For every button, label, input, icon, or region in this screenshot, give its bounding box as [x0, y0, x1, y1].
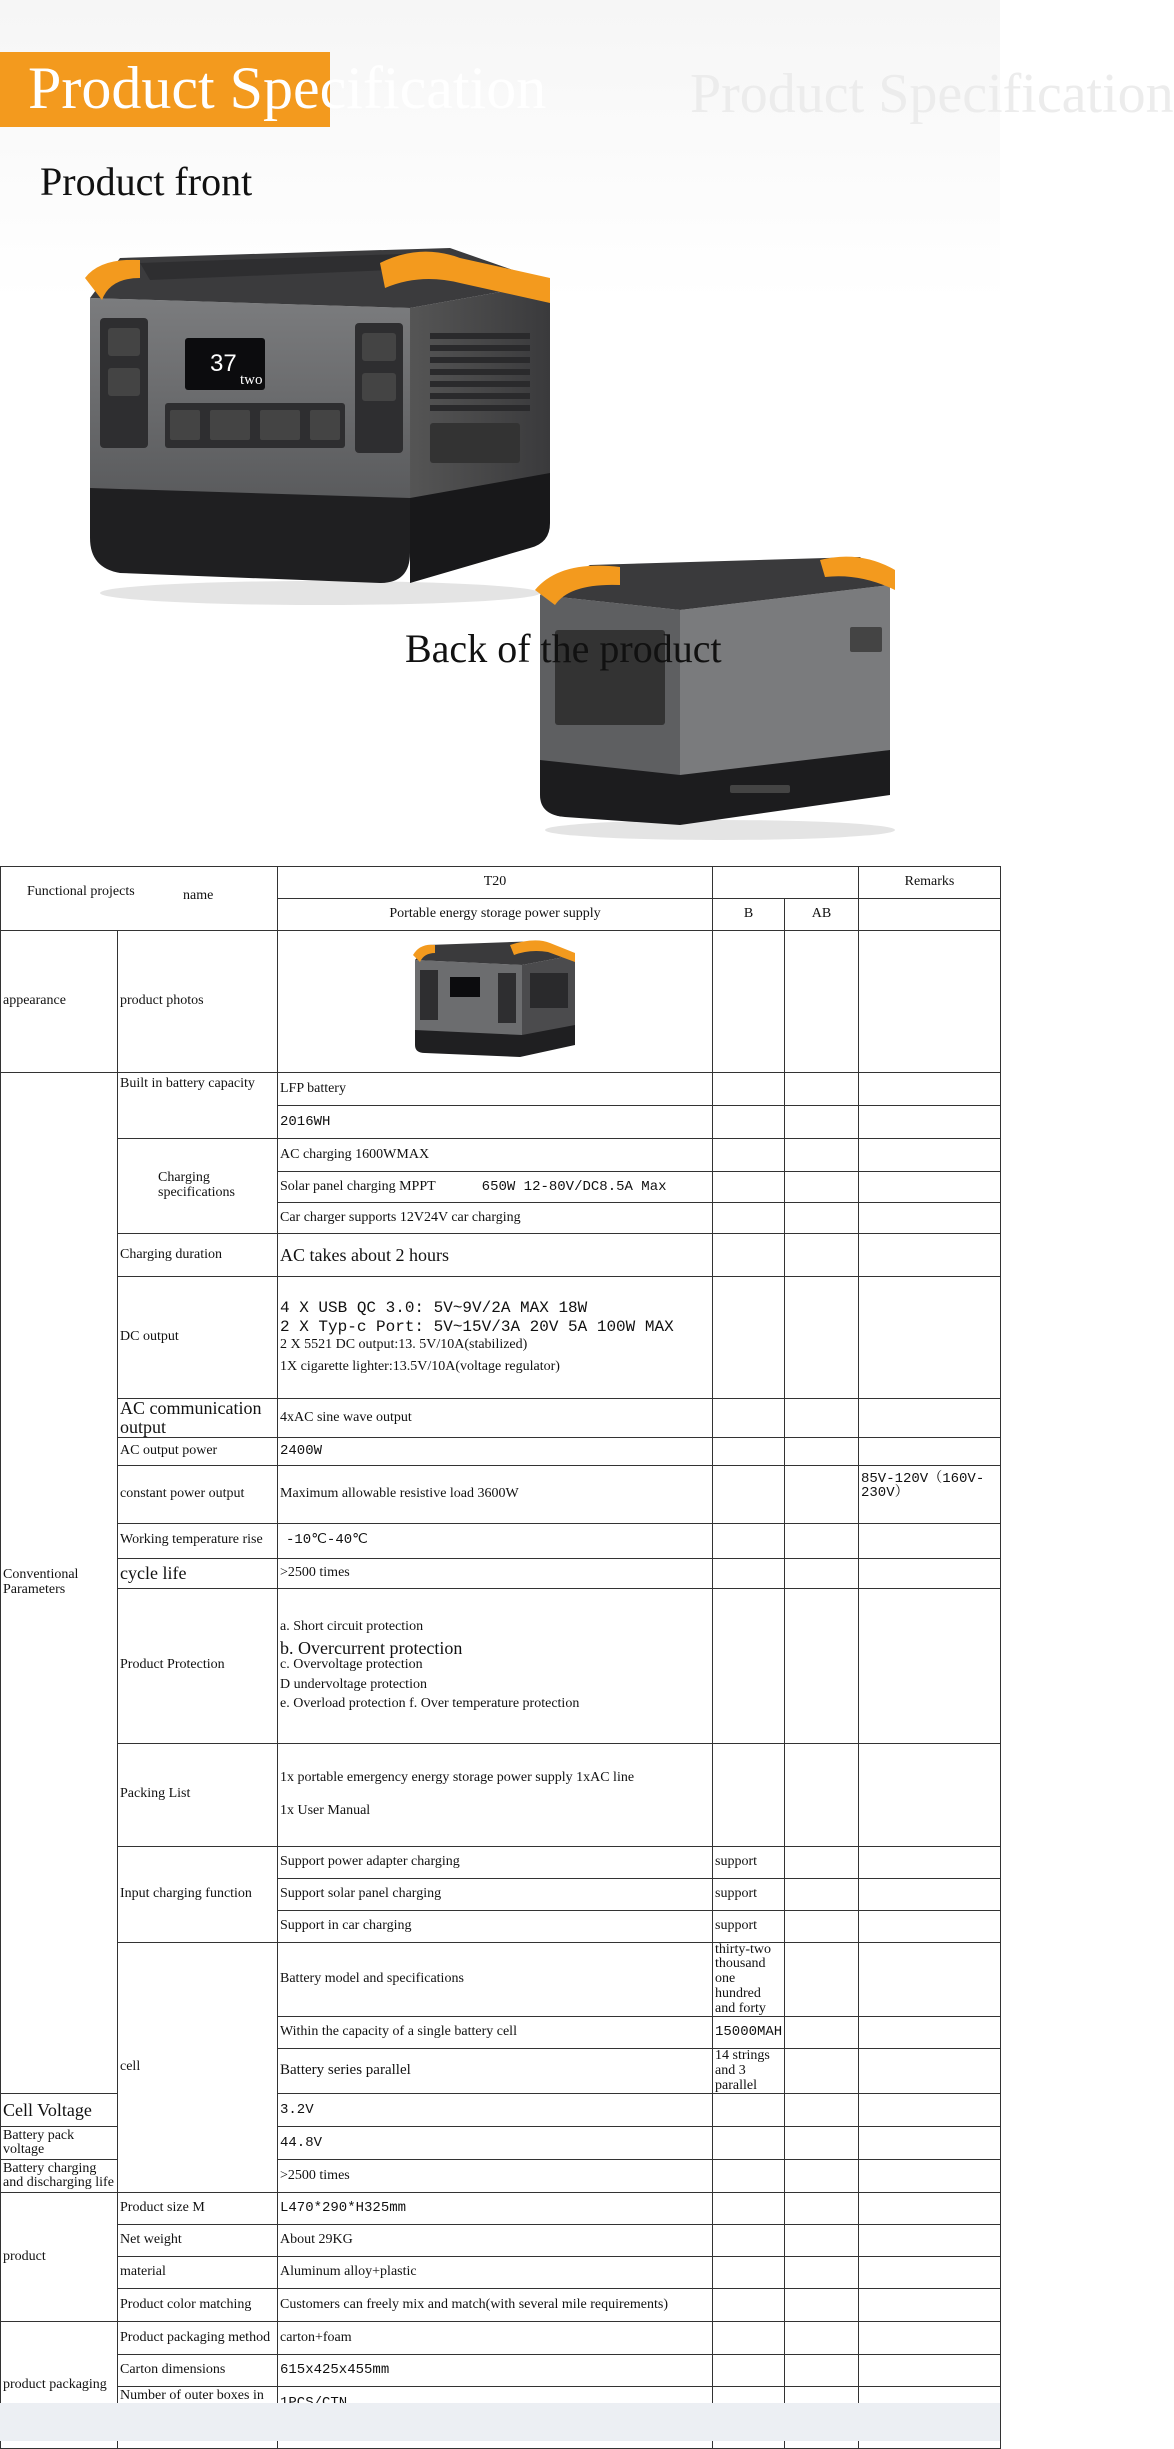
cell-value: Aluminum alloy+plastic	[278, 2257, 713, 2289]
row-name: Support solar panel charging	[278, 1878, 713, 1910]
cell-value: support	[713, 1910, 785, 1942]
cell-value: Car charger supports 12V24V car charging	[278, 1203, 713, 1234]
row-name: AC output power	[118, 1437, 278, 1465]
cell-value: >2500 times	[278, 2160, 713, 2193]
group-conventional: Conventional Parameters	[1, 1073, 118, 2094]
product-back-image	[530, 545, 910, 845]
row-name: Battery pack voltage	[1, 2127, 118, 2160]
back-label: Back of the product	[405, 626, 722, 671]
product-front-image	[80, 238, 560, 608]
row-name: Support in car charging	[278, 1910, 713, 1942]
header-functional: Functional projects	[27, 884, 135, 899]
row-name: Battery series parallel	[278, 2049, 713, 2094]
table-row	[1, 931, 1001, 1073]
cell-value: Maximum allowable resistive load 3600W	[278, 1465, 713, 1523]
header-name: name	[183, 888, 214, 903]
row-name: Support power adapter charging	[278, 1846, 713, 1878]
row-name: cycle life	[118, 1558, 278, 1588]
cell-value: thirty-two thousand one hundred and forty	[713, 1942, 785, 2016]
front-label: Product front	[40, 159, 253, 204]
cell-value: AC takes about 2 hours	[278, 1234, 713, 1277]
cell-value: AC charging 1600WMAX	[278, 1139, 713, 1172]
row-name: Within the capacity of a single battery cell	[278, 2017, 713, 2049]
product-thumbnail	[410, 935, 580, 1063]
row-name: Charging specifications	[118, 1139, 278, 1234]
cell-value: -10℃-40℃	[278, 1523, 713, 1558]
cell-value: 615x425x455mm	[278, 2355, 713, 2387]
device-screen-unit: two	[240, 372, 263, 388]
cell-value: LFP battery	[278, 1073, 713, 1106]
row-name: DC output	[118, 1277, 278, 1399]
cell-value: 1x portable emergency energy storage power supply 1xAC line	[280, 1770, 635, 1786]
row-name: Packing List	[118, 1743, 278, 1846]
row-name: Product size M	[118, 2193, 278, 2225]
group-product: product	[1, 2193, 118, 2322]
banner-watermark: Product Specification	[690, 63, 1174, 125]
group-cell: cell	[118, 1942, 278, 2193]
cell-value: >2500 times	[278, 1558, 713, 1588]
header-model-desc: Portable energy storage power supply	[278, 899, 713, 931]
cell-value: 3.2V	[278, 2094, 713, 2127]
header-remarks: Remarks	[859, 867, 1001, 899]
row-name: Battery model and specifications	[278, 1942, 713, 2016]
row-name: Battery charging and discharging life	[1, 2160, 118, 2193]
cell-value: L470*290*H325mm	[278, 2193, 713, 2225]
row-name: Product color matching	[118, 2289, 278, 2322]
cell-value: 4 X USB QC 3.0: 5V~9V/2A MAX 18W	[280, 1299, 588, 1318]
cell-value: 14 strings and 3 parallel	[713, 2049, 785, 2094]
table-header-row	[1, 867, 1001, 899]
cell-value: D undervoltage protection	[280, 1677, 427, 1693]
cell-value: support	[713, 1878, 785, 1910]
device-screen-number: 37	[210, 350, 237, 377]
cell-value: a. Short circuit protection	[280, 1618, 424, 1634]
cell-value: Customers can freely mix and match(with several mile requirements)	[278, 2289, 713, 2322]
cell-value: 2 X 5521 DC output:13. 5V/10A(stabilized)	[280, 1336, 528, 1352]
cell-value: b. Overcurrent protection	[280, 1637, 463, 1658]
group-packaging: product packaging	[1, 2322, 118, 2449]
row-name: Charging duration	[118, 1234, 278, 1277]
row-name: product photos	[118, 931, 278, 1073]
header-model: T20	[278, 867, 713, 899]
cell-value: 15000MAH	[713, 2017, 785, 2049]
cell-value: e. Overload protection f. Over temperature protection	[280, 1695, 580, 1711]
cell-value: carton+foam	[278, 2322, 713, 2355]
cell-value: 2016WH	[278, 1106, 713, 1139]
row-name: Cell Voltage	[1, 2094, 118, 2127]
cell-value: 1X cigarette lighter:13.5V/10A(voltage regulator)	[280, 1359, 560, 1375]
row-name: Net weight	[118, 2225, 278, 2257]
group-appearance: appearance	[1, 931, 118, 1073]
row-name: Built in battery capacity	[118, 1073, 278, 1139]
cell-value: 1x User Manual	[280, 1802, 371, 1818]
header-b: B	[713, 899, 785, 931]
cell-value: c. Overvoltage protection	[280, 1656, 423, 1672]
header-ab: AB	[785, 899, 859, 931]
cell-value: 2400W	[278, 1437, 713, 1465]
cell-value: 2 X Typ-c Port: 5V~15V/3A 20V 5A 100W MAX	[280, 1317, 674, 1336]
row-name: Carton dimensions	[118, 2355, 278, 2387]
group-input: Input charging function	[118, 1846, 278, 1942]
row-name: constant power output	[118, 1465, 278, 1523]
row-name: Product Protection	[118, 1588, 278, 1743]
cell-value: Solar panel charging MPPT	[280, 1178, 436, 1194]
cell-value: 4xAC sine wave output	[278, 1399, 713, 1438]
cell-value: About 29KG	[278, 2225, 713, 2257]
row-name: Working temperature rise	[118, 1523, 278, 1558]
page-footer-band	[0, 2403, 1000, 2441]
banner-title: Product Specification	[28, 55, 547, 121]
row-name: Product packaging method	[118, 2322, 278, 2355]
row-name: material	[118, 2257, 278, 2289]
row-name: Number of outer boxes in	[118, 2387, 278, 2420]
cell-value: 44.8V	[278, 2127, 713, 2160]
cell-remark: 85V-120V（160V-230V）	[859, 1465, 1001, 1523]
cell-value: support	[713, 1846, 785, 1878]
title-banner	[0, 52, 547, 127]
cell-value: 650W 12-80V/DC8.5A Max	[481, 1178, 667, 1195]
row-name: AC communication output	[118, 1399, 278, 1438]
spec-table	[0, 866, 1001, 2449]
